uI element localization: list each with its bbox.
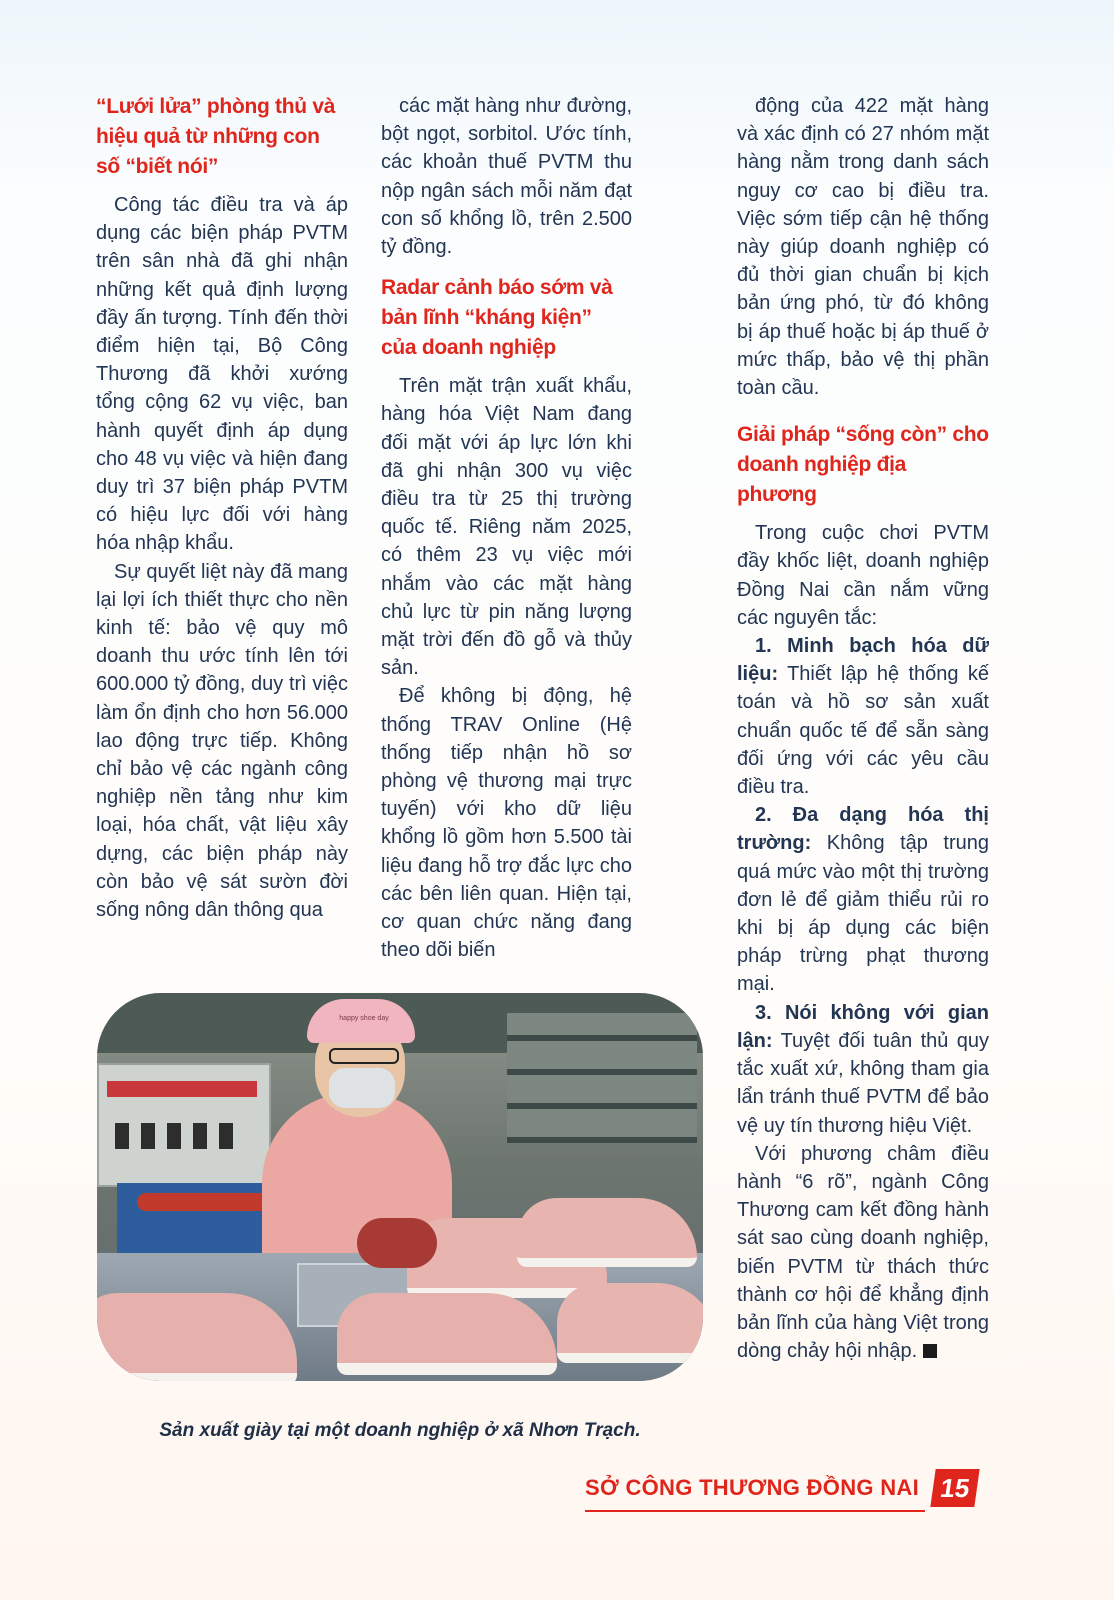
section-heading-radar: Radar cảnh báo sớm và bản lĩnh “kháng kiện” của doanh nghiệp (381, 276, 613, 360)
paragraph: Để không bị động, hệ thống TRAV Online (Hệ thống tiếp nhận hồ sơ phòng vệ thương mại trực tuyến) với kho dữ liệu khổng lồ gồm hơn 5.500 tài liệu đang hỗ trợ đắc lực cho các bên liên quan. Hiện tại, cơ quan chức năng đang theo dõi biến (381, 685, 632, 962)
shoe-in-hand (357, 1218, 437, 1268)
section-heading-defense: “Lưới lửa” phòng thủ và hiệu quả từ những con số “biết nói” (96, 95, 336, 178)
paragraph: Sự quyết liệt này đã mang lại lợi ích thiết thực cho nền kinh tế: bảo vệ quy mô doanh thu ước tính lên tới 600.000 tỷ đồng, duy trì việc làm ổn định cho hơn 56.000 lao động trực tiếp. Không chỉ bảo vệ các ngành công nghiệp nền tảng như kim loại, hóa chất, vật liệu xây dựng, các biện pháp này còn bảo vệ sát sườn đời sống nông dân thông qua (96, 560, 348, 922)
factory-photo (97, 993, 703, 1381)
list-item-text: Tuyệt đối tuân thủ quy tắc xuất xứ, không tham gia lẩn tránh thuế PVTM để bảo vệ uy tín thương hiệu Việt. (737, 1029, 989, 1137)
shelving (507, 1013, 697, 1143)
list-item-title: 1. Minh bạch hóa dữ liệu: (737, 635, 989, 686)
shoe (557, 1283, 703, 1363)
footer-divider (585, 1510, 925, 1512)
shoe (97, 1293, 297, 1381)
shoe (337, 1293, 557, 1375)
list-item-title: 3. Nói không với gian lận: (737, 1001, 989, 1052)
shoe (517, 1198, 697, 1267)
list-item (737, 999, 989, 1140)
list-item (737, 632, 989, 801)
machine-knobs (115, 1123, 235, 1149)
list-item-text: Thiết lập hệ thống kế toán và hồ sơ sản xuất chuẩn quốc tế để sẵn sàng đối ứng với các yêu cầu điều tra. (737, 663, 989, 799)
closing-text: Với phương châm điều hành “6 rõ”, ngành Công Thương cam kết đồng hành sát sao cùng doanh nghiệp, biến PVTM từ thách thức thành cơ hội để khẳng định bản lĩnh của hàng Việt trong dòng chảy hội nhập. (737, 1142, 989, 1363)
end-mark (923, 1344, 937, 1358)
worker-glasses (329, 1048, 399, 1064)
paragraph (737, 1140, 989, 1366)
column-2 (381, 92, 632, 964)
list-item-text: Không tập trung quá mức vào một thị trường đơn lẻ để giảm thiểu rủi ro khi bị áp dụng các biện pháp trừng phạt thương mại. (737, 832, 989, 996)
paragraph: các mặt hàng như đường, bột ngọt, sorbitol. Ước tính, các khoản thuế PVTM thu nộp ngân sách mỗi năm đạt con số khổng lồ, trên 2.500 tỷ đồng. (381, 95, 632, 259)
machine-panel (107, 1081, 257, 1097)
section-heading-solutions: Giải pháp “sống còn” cho doanh nghiệp địa phương (737, 423, 989, 507)
paragraph: Trên mặt trận xuất khẩu, hàng hóa Việt Nam đang đối mặt với áp lực lớn khi đã ghi nhận 300 vụ việc điều tra từ 25 thị trường quốc tế. Riêng năm 2025, có thêm 23 vụ việc mới nhắm vào các mặt hàng chủ lực từ pin năng lượng mặt trời đến đồ gỗ và thủy sản. (381, 375, 632, 680)
list-item (737, 801, 989, 998)
paragraph: Công tác điều tra và áp dụng các biện pháp PVTM trên sân nhà đã ghi nhận những kết quả định lượng đầy ấn tượng. Tính đến thời điểm hiện tại, Bộ Công Thương đã khởi xướng tổng cộng 62 vụ việc, ban hành quyết định áp dụng cho 48 vụ việc và hiện đang duy trì 37 biện pháp PVTM có hiệu lực đối với hàng hóa nhập khẩu. (96, 194, 348, 555)
column-1 (96, 92, 348, 924)
list-item-title: 2. Đa dạng hóa thị trường: (737, 804, 989, 855)
column-3 (737, 92, 989, 1365)
page-number: 15 (930, 1469, 979, 1507)
cap-logo: happy shoe day (339, 1015, 389, 1022)
paragraph: động của 422 mặt hàng và xác định có 27 nhóm mặt hàng nằm trong danh sách nguy cơ cao bị điều tra. Việc sớm tiếp cận hệ thống này giúp doanh nghiệp có đủ thời gian chuẩn bị kịch bản ứng phó, từ đó không bị áp thuế hoặc bị áp thuế ở mức thấp, bảo vệ thị phần toàn cầu. (737, 95, 989, 400)
footer-title: SỞ CÔNG THƯƠNG ĐỒNG NAI (585, 1475, 920, 1500)
paragraph: Trong cuộc chơi PVTM đầy khốc liệt, doanh nghiệp Đồng Nai cần nắm vững các nguyên tắc: (737, 522, 989, 629)
photo-caption: Sản xuất giày tại một doanh nghiệp ở xã Nhơn Trạch. (159, 1420, 641, 1441)
footer (585, 1468, 977, 1508)
worker-mask (329, 1068, 395, 1108)
